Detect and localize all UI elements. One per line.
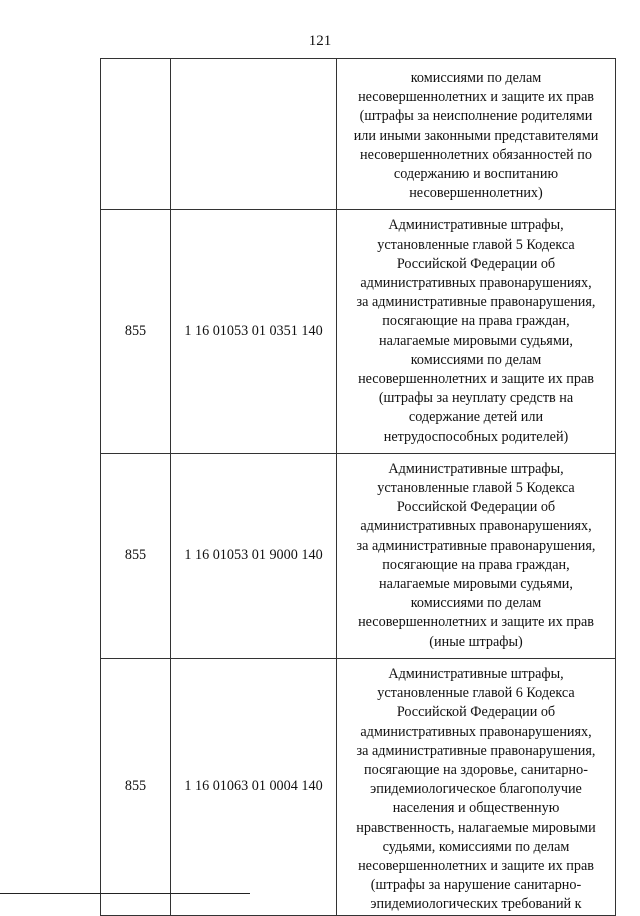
- description-line: несовершеннолетних и защите их прав: [358, 371, 594, 388]
- kbk-code-cell: 1 16 01053 01 9000 140: [171, 453, 337, 658]
- description-line: несовершеннолетних и защите их прав: [358, 89, 594, 106]
- description-line: судьями, комиссиями по делам: [382, 838, 570, 855]
- description-line: комиссиями по делам: [410, 70, 542, 86]
- footnote-separator: [0, 893, 250, 894]
- description-line: посягающие на права граждан,: [382, 313, 570, 330]
- table-row: [101, 59, 616, 210]
- description-line: посягающие на права граждан,: [382, 556, 570, 573]
- description-line: (штрафы за нарушение санитарно-: [370, 877, 582, 894]
- description-line: установленные главой 5 Кодекса: [377, 480, 575, 497]
- description-line: налагаемые мировыми судьями,: [379, 576, 573, 593]
- description-line: за административные правонарушения,: [356, 742, 596, 759]
- description-line: несовершеннолетних и защите их прав: [358, 614, 594, 631]
- description-line: установленные главой 6 Кодекса: [377, 685, 575, 702]
- description-line: за административные правонарушения,: [356, 537, 596, 554]
- description-line: Российской Федерации об: [396, 255, 556, 272]
- description-line: Административные штрафы,: [388, 665, 564, 682]
- table-row: [101, 210, 616, 453]
- description-line: посягающие на здоровье, санитарно-: [364, 761, 588, 778]
- table-row: [101, 453, 616, 658]
- description-line: нетрудоспособных родителей): [383, 428, 569, 445]
- description-line: административных правонарушениях,: [360, 275, 592, 292]
- table-row: [101, 658, 616, 915]
- description-line: комиссиями по делам: [410, 595, 542, 612]
- budget-codes-table: [100, 58, 616, 916]
- description-line: Российской Федерации об: [396, 499, 556, 516]
- description-line: эпидемиологическое благополучие: [370, 781, 582, 798]
- description-line: (штрафы за неуплату средств на: [378, 390, 574, 407]
- description-line: (иные штрафы): [429, 633, 523, 650]
- kbk-code-cell: [171, 59, 337, 210]
- description-line: (штрафы за неисполнение родителями: [359, 108, 593, 125]
- admin-code-cell: 855: [101, 658, 171, 915]
- description-line: Административные штрафы,: [388, 217, 564, 234]
- description-line: административных правонарушениях,: [360, 723, 592, 740]
- description-line: Российской Федерации об: [396, 704, 556, 721]
- description-line: содержание детей или: [408, 409, 544, 426]
- description-line: Административные штрафы,: [388, 460, 564, 477]
- description-cell: [337, 453, 616, 658]
- description-line: содержанию и воспитанию: [393, 166, 559, 183]
- description-line: нравственность, налагаемые мировыми: [356, 819, 596, 836]
- description-line: за административные правонарушения,: [356, 294, 596, 311]
- page-number: 121: [308, 33, 332, 49]
- description-line: комиссиями по делам: [410, 351, 542, 368]
- description-line: несовершеннолетних обязанностей по: [360, 146, 592, 163]
- description-line: населения и общественную: [392, 800, 560, 817]
- description-line: налагаемые мировыми судьями,: [379, 332, 573, 349]
- description-line: или иными законными представителями: [353, 127, 599, 144]
- description-cell: [337, 210, 616, 453]
- description-cell: [337, 59, 616, 210]
- kbk-code-cell: 1 16 01063 01 0004 140: [171, 658, 337, 915]
- description-line: административных правонарушениях,: [360, 518, 592, 535]
- description-line: эпидемиологических требований к: [370, 896, 582, 913]
- description-cell: [337, 658, 616, 915]
- admin-code-cell: [101, 59, 171, 210]
- admin-code-cell: 855: [101, 453, 171, 658]
- description-line: несовершеннолетних): [409, 185, 543, 202]
- description-line: несовершеннолетних и защите их прав: [358, 857, 594, 874]
- kbk-code-cell: 1 16 01053 01 0351 140: [171, 210, 337, 453]
- description-line: установленные главой 5 Кодекса: [377, 236, 575, 253]
- admin-code-cell: 855: [101, 210, 171, 453]
